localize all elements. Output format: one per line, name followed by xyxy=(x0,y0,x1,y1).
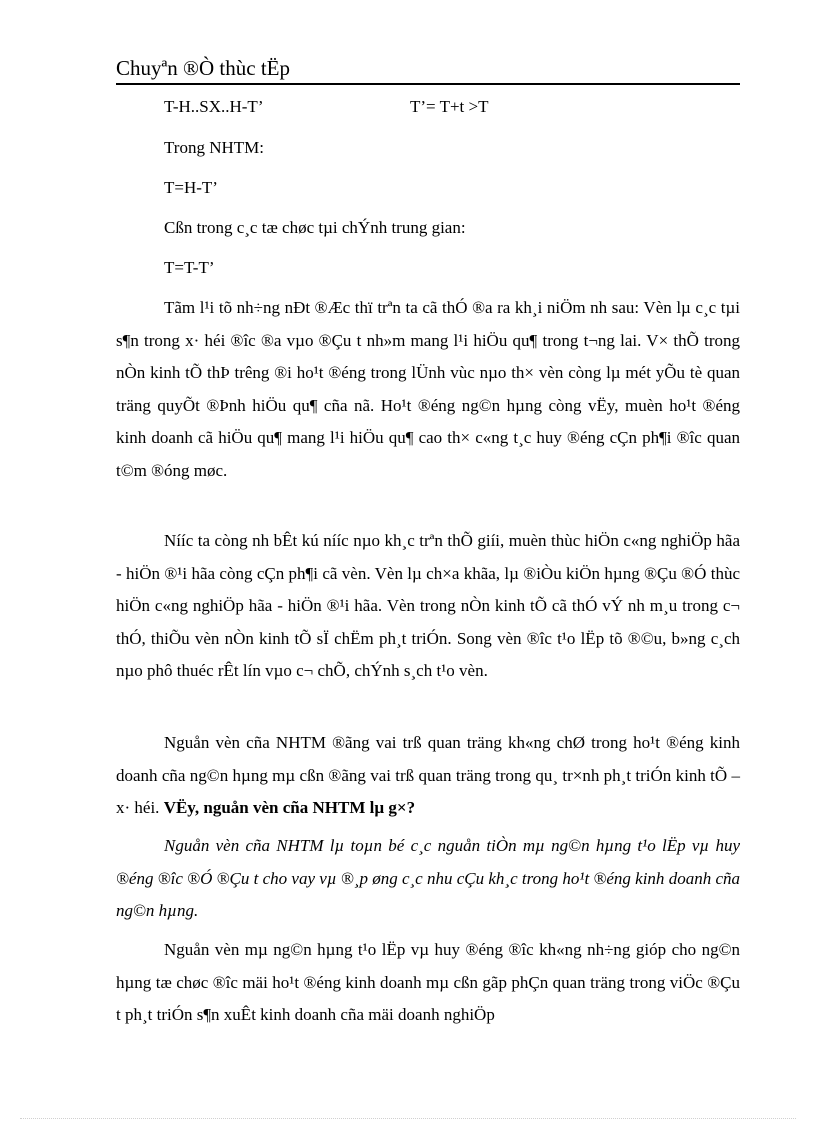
formula-line-5: T=T-T’ xyxy=(164,258,215,277)
paragraph-3 xyxy=(116,727,740,825)
formula-line-2: Trong NHTM: xyxy=(164,138,264,157)
formula-line-1-right: T’= T+t >T xyxy=(410,97,489,116)
paragraph-3-text: Nguån vèn cña NHTM ®ãng vai trß quan träng kh«ng chØ trong ho¹t ®éng kinh doanh cña ng©n hµng mµ cßn ®ãng vai trß quan träng trong qu¸ tr×nh ph¸t triÓn kinh tÕ – x· héi. xyxy=(116,733,740,817)
formula-line-3: T=H-T’ xyxy=(164,178,218,197)
formula-line-4: Cßn trong c¸c tæ chøc tµi chÝnh trung gian: xyxy=(164,218,466,237)
page-header-title: Chuyªn ®Ò thùc tËp xyxy=(116,56,290,80)
paragraph-2: Nííc ta còng nh bÊt kú nííc nµo kh¸c trªn thÕ giíi, muèn thùc hiÖn c«ng nghiÖp hãa - hiÖn ®¹i hãa còng cÇn ph¶i cã vèn. Vèn lµ ch×a khãa, lµ ®iÒu kiÖn hµng ®Çu ®Ó thùc hiÖn c«ng nghiÖp hãa - hiÖn ®¹i hãa. Vèn trong nÒn kinh tÕ cã thÓ vÝ nh m¸u trong c¬ thÓ, thiÕu vèn nÒn kinh tÕ sÏ chËm ph¸t triÓn. Song vèn ®îc t¹o lËp tõ ®©u, b»ng c¸ch nµo phô thuéc rÊt lín vµo c¬ chÕ, chÝnh s¸ch t¹o vèn. xyxy=(116,531,740,680)
paragraph-3-bold-question: VËy, nguån vèn cña NHTM lµ g×? xyxy=(163,798,416,817)
header-rule xyxy=(116,83,740,85)
paragraph-5: Nguån vèn mµ ng©n hµng t¹o lËp vµ huy ®éng ®îc kh«ng nh÷ng gióp cho ng©n hµng tæ chøc ®îc mäi ho¹t ®éng kinh doanh mµ cßn gãp phÇn quan träng trong viÖc ®Çu t ph¸t triÓn s¶n xuÊt kinh doanh cña mäi doanh nghiÖp xyxy=(116,940,740,1024)
paragraph-1: Tãm l¹i tõ nh÷ng nÐt ®Æc thï trªn ta cã thÓ ®a ra kh¸i niÖm nh sau: Vèn lµ c¸c tµi s¶n trong x· héi ®îc ®a vµo ®Çu t nh»m mang l¹i hiÖu qu¶ trong t¬ng lai. V× thÕ trong nÒn kinh tÕ thÞ trêng ®i ho¹t ®éng trong lÜnh vùc nµo th× vèn còng lµ mét yÕu tè quan träng quyÕt ®Þnh hiÖu qu¶ cña nã. Ho¹t ®éng ng©n hµng còng vËy, muèn ho¹t ®éng kinh doanh cã hiÖu qu¶ mang l¹i hiÖu qu¶ cao th× c«ng t¸c huy ®éng cÇn ph¶i ®îc quan t©m ®óng møc. xyxy=(116,298,740,480)
formula-line-1-left: T-H..SX..H-T’ xyxy=(164,97,264,116)
page-bottom-border xyxy=(20,1118,796,1119)
paragraph-4-definition: Nguån vèn cña NHTM lµ toµn bé c¸c nguån tiÒn mµ ng©n hµng t¹o lËp vµ huy ®éng ®îc ®Ó ®Çu t cho vay vµ ®¸p øng c¸c nhu cÇu kh¸c trong ho¹t ®éng kinh doanh cña ng©n hµng. xyxy=(116,836,740,920)
